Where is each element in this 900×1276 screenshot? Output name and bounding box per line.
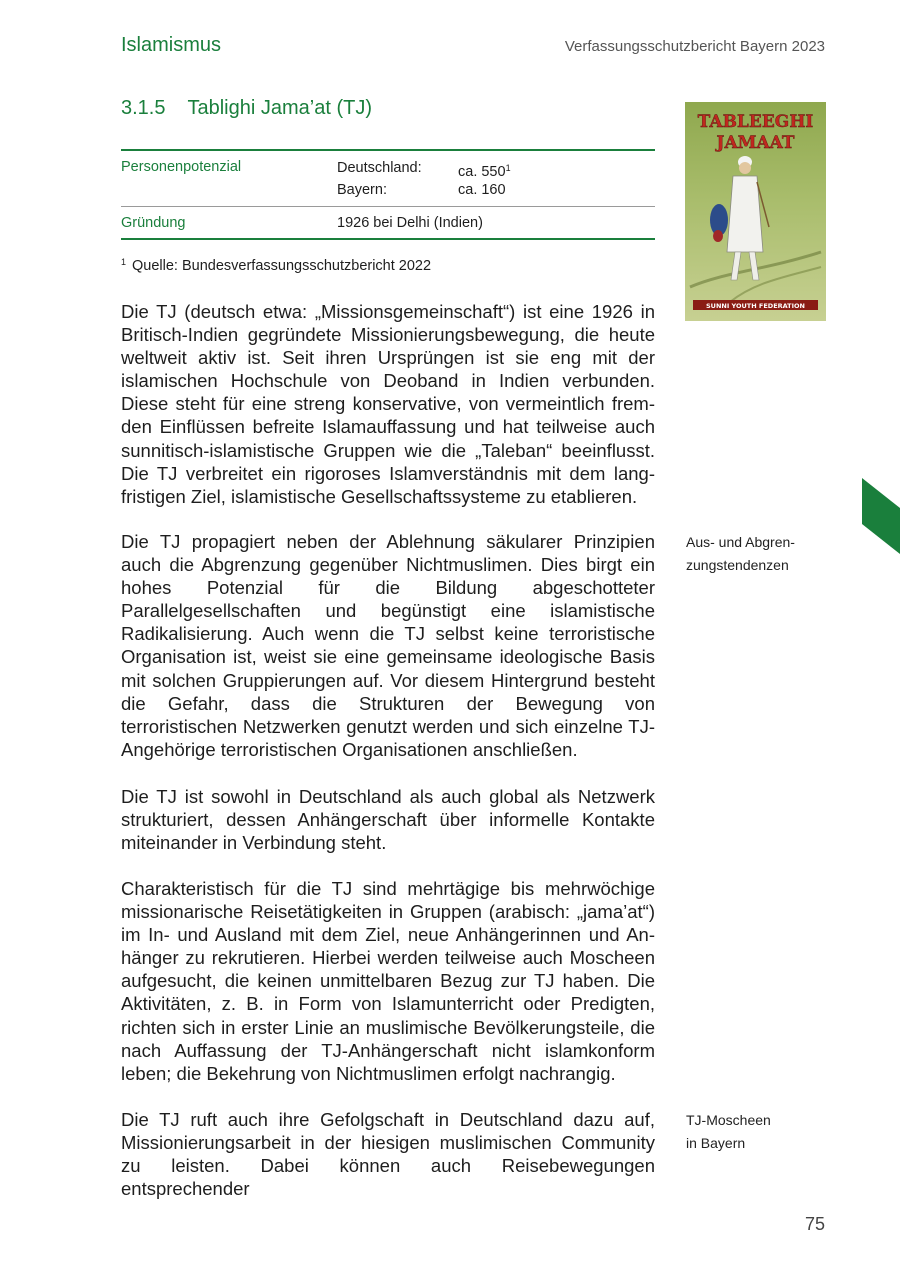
margin-note-line: Aus- und Abgren- xyxy=(686,534,795,550)
margin-note-moscheen xyxy=(686,1109,826,1155)
footnote-mark: 1 xyxy=(121,257,127,267)
margin-note-line: in Bayern xyxy=(686,1135,746,1151)
germany-value-cell xyxy=(458,159,511,181)
paragraph-netzwerk: Die TJ ist sowohl in Deutschland als auch global als Netzwerk strukturiert, dessen Anhängerschaft über informelle Kontakte miteinander in Verbindung steht. xyxy=(121,786,655,854)
header-section-name: Islamismus xyxy=(121,34,222,56)
germany-label: Deutschland: xyxy=(337,160,422,176)
paragraph-gefolgschaft: Die TJ ruft auch ihre Gefolgschaft in Deutschland dazu auf, Missionierungsarbeit in der hiesigen muslimischen Community zu leisten. Dabei können auch Reisebewegungen entsprechender xyxy=(121,1109,655,1200)
page-number: 75 xyxy=(804,1214,825,1234)
cover-banner: SUNNI YOUTH FEDERATION xyxy=(705,302,806,310)
facts-table xyxy=(121,149,655,240)
header-report-title: Verfassungsschutzbericht Bayern 2023 xyxy=(564,38,825,55)
germany-footnote-ref: 1 xyxy=(505,163,511,173)
book-cover-image xyxy=(685,102,826,321)
facts-value-gruendung: 1926 bei Delhi (Indien) xyxy=(337,215,483,231)
section-number: 3.1.5 xyxy=(121,97,166,119)
section-title: Tablighi Jama’at (TJ) xyxy=(187,97,372,119)
margin-note-abgrenzung xyxy=(686,531,826,577)
paragraph-intro: Die TJ (deutsch etwa: „Missionsgemeinschaft“) ist eine 1926 in Britisch-Indien gegründete Missionierungsbewegung, die heute weltweit aktiv ist. Seit ihren Ursprüngen ist sie eng mit der islamischen Hochschule von Deoband in Indien verbunden. Diese steht für eine streng konservative, von vermeintlich fremden Einflüssen befreite Islamauffassung und hat teilweise auch sunnitisch-islamistische Gruppen wie die „Taleban“ beeinflusst. Die TJ verbreitet ein rigoroses Islamverständnis mit dem langfristigen Ziel, islamistische Gesellschaftssysteme zu etablieren. xyxy=(121,301,655,507)
cover-title-line1: TABLEEGHI xyxy=(697,112,814,132)
facts-row-personenpotenzial xyxy=(121,151,655,206)
bavaria-value: ca. 160 xyxy=(458,182,506,198)
germany-value: ca. 550 xyxy=(458,164,506,180)
footnote-text: Quelle: Bundesverfassungsschutzbericht 2022 xyxy=(132,258,432,274)
bavaria-label: Bayern: xyxy=(337,182,387,198)
facts-values-personenpotenzial xyxy=(337,159,511,199)
section-heading xyxy=(121,97,372,120)
facts-row-gruendung xyxy=(121,206,655,238)
facts-label-gruendung: Gründung xyxy=(121,215,186,231)
margin-note-line: TJ-Moscheen xyxy=(686,1112,771,1128)
cover-title-line2: JAMAAT xyxy=(716,133,795,153)
paragraph-reisetaetigkeit: Charakteristisch für die TJ sind mehrtägige bis mehrwöchige missionarische Reisetätigkeiten in Gruppen (arabisch: „jama’at“) im In- und Ausland mit dem Ziel, neue Anhängerinnen und Anhänger zu rekrutieren. Hierbei werden teilweise auch Moscheen aufgesucht, die keinen unmittelbaren Bezug zur TJ haben. Die Aktivitäten, z. B. in Form von Islamunterricht oder Predigten, richten sich in erster Linie an muslimische Bevölkerungsteile, die nach Auffassung der TJ-Anhängerschaft nicht islamkonform leben; die Bekehrung von Nichtmuslimen erfolgt nachrangig. xyxy=(121,878,655,1084)
chapter-tab-marker xyxy=(862,478,900,554)
footnote xyxy=(121,257,431,274)
margin-note-line: zungstendenzen xyxy=(686,557,789,573)
facts-label-personenpotenzial: Personenpotenzial xyxy=(121,159,242,175)
paragraph-abgrenzung: Die TJ propagiert neben der Ablehnung säkularer Prinzipien auch die Abgrenzung gegenüber Nichtmuslimen. Dies birgt ein hohes Potenzial für die Bildung abgeschotteter Parallelgesellschaften und begünstigt eine islamistische Radikalisierung. Auch wenn die TJ selbst keine terroristische Organisation ist, weist sie eine gemeinsame ideologische Basis mit solchen Gruppierungen auf. Vor diesem Hintergrund besteht die Gefahr, dass die Strukturen der Bewegung von terroristischen Netzwerken genutzt werden und sich einzelne TJ-Angehörige terroristischen Organisationen anschließen. xyxy=(121,531,655,760)
